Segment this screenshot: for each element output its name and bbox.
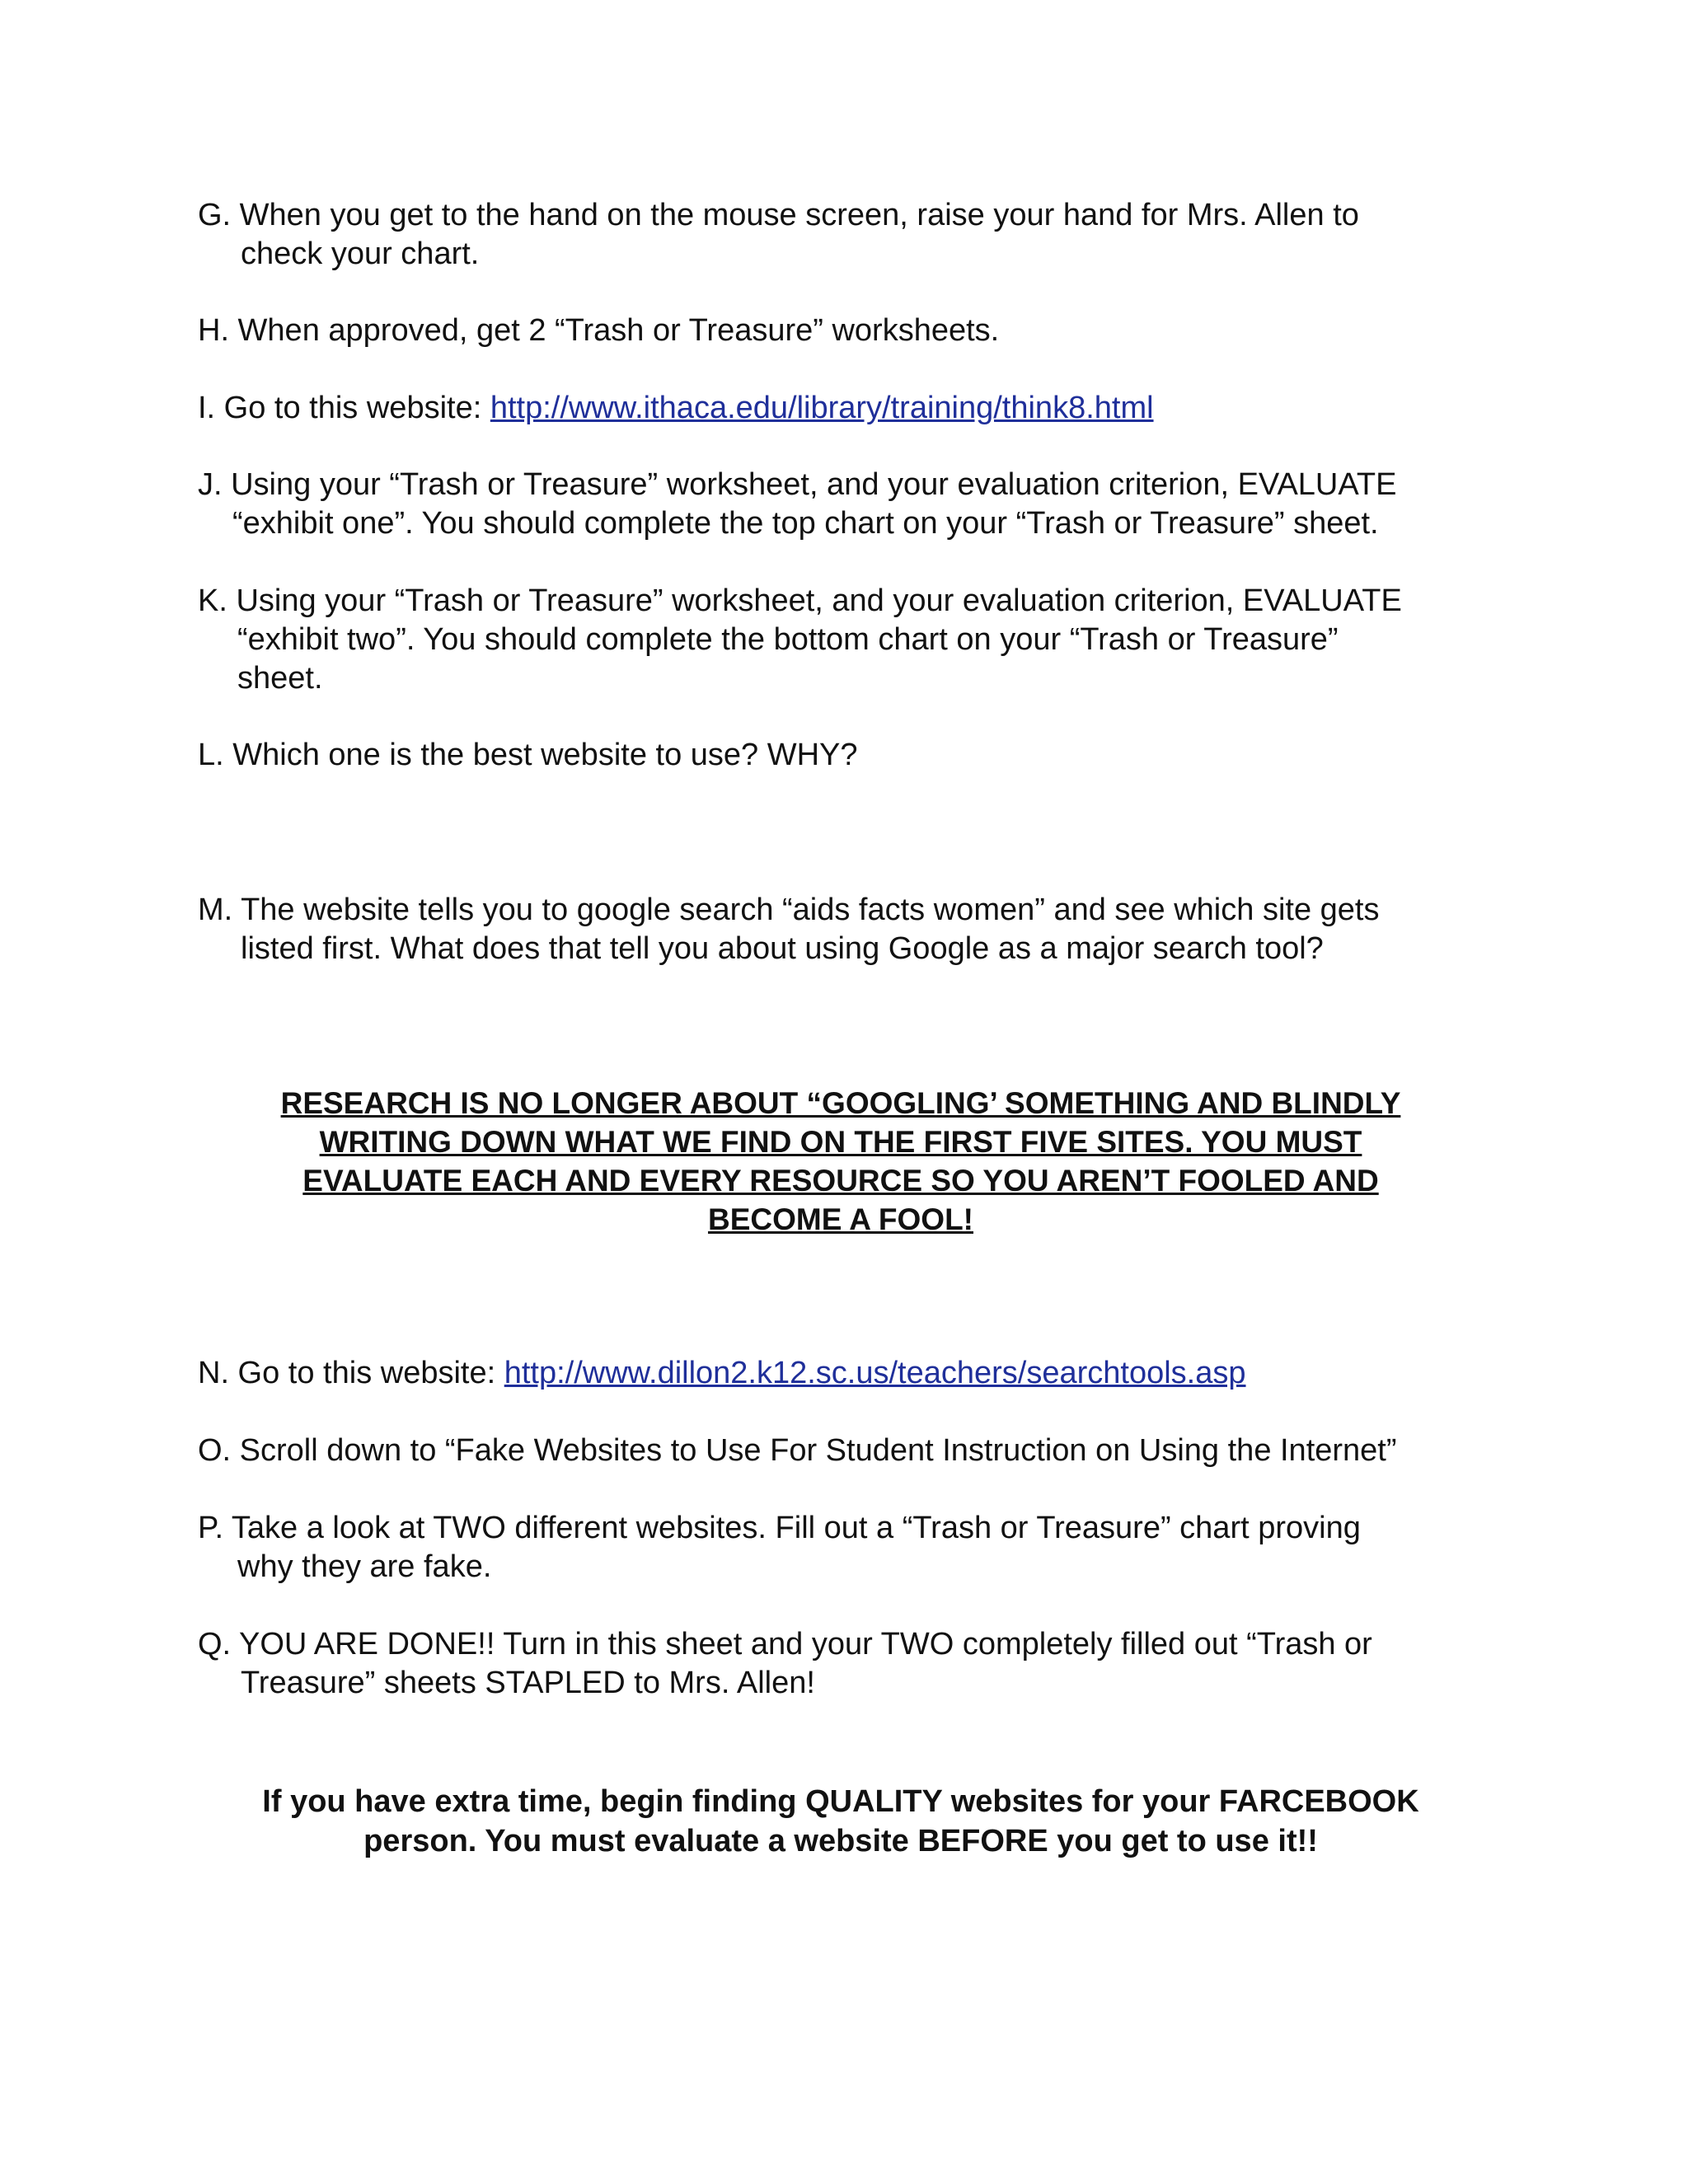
instruction-l [198,736,1484,775]
instruction-i [198,389,1484,428]
instruction-n [198,1354,1484,1393]
instruction-l-line1: L. Which one is the best website to use? WHY? [198,738,858,772]
banner-line-3: EVALUATE EACH AND EVERY RESOURCE SO YOU AREN’T FOOLED AND [302,1164,1379,1197]
instruction-p-line1: P. Take a look at TWO different websites. Fill out a “Trash or Treasure” chart proving [198,1511,1361,1545]
instruction-m-line2: listed first. What does that tell you about using Google as a major search tool? [241,931,1324,966]
instruction-q-line2: Treasure” sheets STAPLED to Mrs. Allen! [241,1666,815,1700]
ithaca-website-link[interactable]: http://www.ithaca.edu/library/training/think8.html [490,391,1154,425]
instruction-j-line1: J. Using your “Trash or Treasure” worksheet, and your evaluation criterion, EVALUATE [198,467,1397,502]
instruction-o-line1: O. Scroll down to “Fake Websites to Use For Student Instruction on Using the Internet” [198,1433,1397,1468]
banner-line-4: BECOME A FOOL! [707,1202,973,1236]
instruction-j-line2: “exhibit one”. You should complete the top chart on your “Trash or Treasure” sheet. [232,506,1379,541]
extra-time-line-2: person. You must evaluate a website BEFORE you get to use it!! [363,1824,1318,1858]
instruction-h-line1: H. When approved, get 2 “Trash or Treasure” worksheets. [198,313,1000,348]
instruction-m-line1: M. The website tells you to google search “aids facts women” and see which site gets [198,893,1380,927]
instruction-m [198,891,1484,968]
instruction-n-prefix: N. Go to this website: [198,1356,504,1390]
instruction-o [198,1432,1484,1470]
research-warning-banner [198,1084,1484,1239]
dillon-website-link[interactable]: http://www.dillon2.k12.sc.us/teachers/searchtools.asp [504,1356,1246,1390]
instruction-q-line1: Q. YOU ARE DONE!! Turn in this sheet and your TWO completely filled out “Trash or [198,1627,1372,1661]
instruction-g-line2: check your chart. [241,237,480,271]
banner-line-2: WRITING DOWN WHAT WE FIND ON THE FIRST FIVE SITES. YOU MUST [319,1125,1362,1159]
instruction-p [198,1509,1484,1586]
instruction-k-line2: “exhibit two”. You should complete the bottom chart on your “Trash or Treasure” [237,622,1339,657]
instruction-j [198,466,1484,543]
instruction-k-line1: K. Using your “Trash or Treasure” worksheet, and your evaluation criterion, EVALUATE [198,583,1402,618]
instruction-h [198,312,1484,350]
instruction-p-line2: why they are fake. [237,1549,492,1584]
extra-time-note [198,1782,1484,1861]
instruction-g-line1: G. When you get to the hand on the mouse screen, raise your hand for Mrs. Allen to [198,198,1359,232]
instruction-q [198,1625,1484,1703]
instruction-i-prefix: I. Go to this website: [198,391,490,425]
extra-time-line-1: If you have extra time, begin finding QUALITY websites for your FARCEBOOK [262,1784,1419,1819]
instruction-k-line3: sheet. [237,661,323,696]
instruction-g [198,196,1484,274]
instruction-k [198,582,1484,698]
banner-line-1: RESEARCH IS NO LONGER ABOUT “GOOGLING’ SOMETHING AND BLINDLY [280,1086,1401,1120]
